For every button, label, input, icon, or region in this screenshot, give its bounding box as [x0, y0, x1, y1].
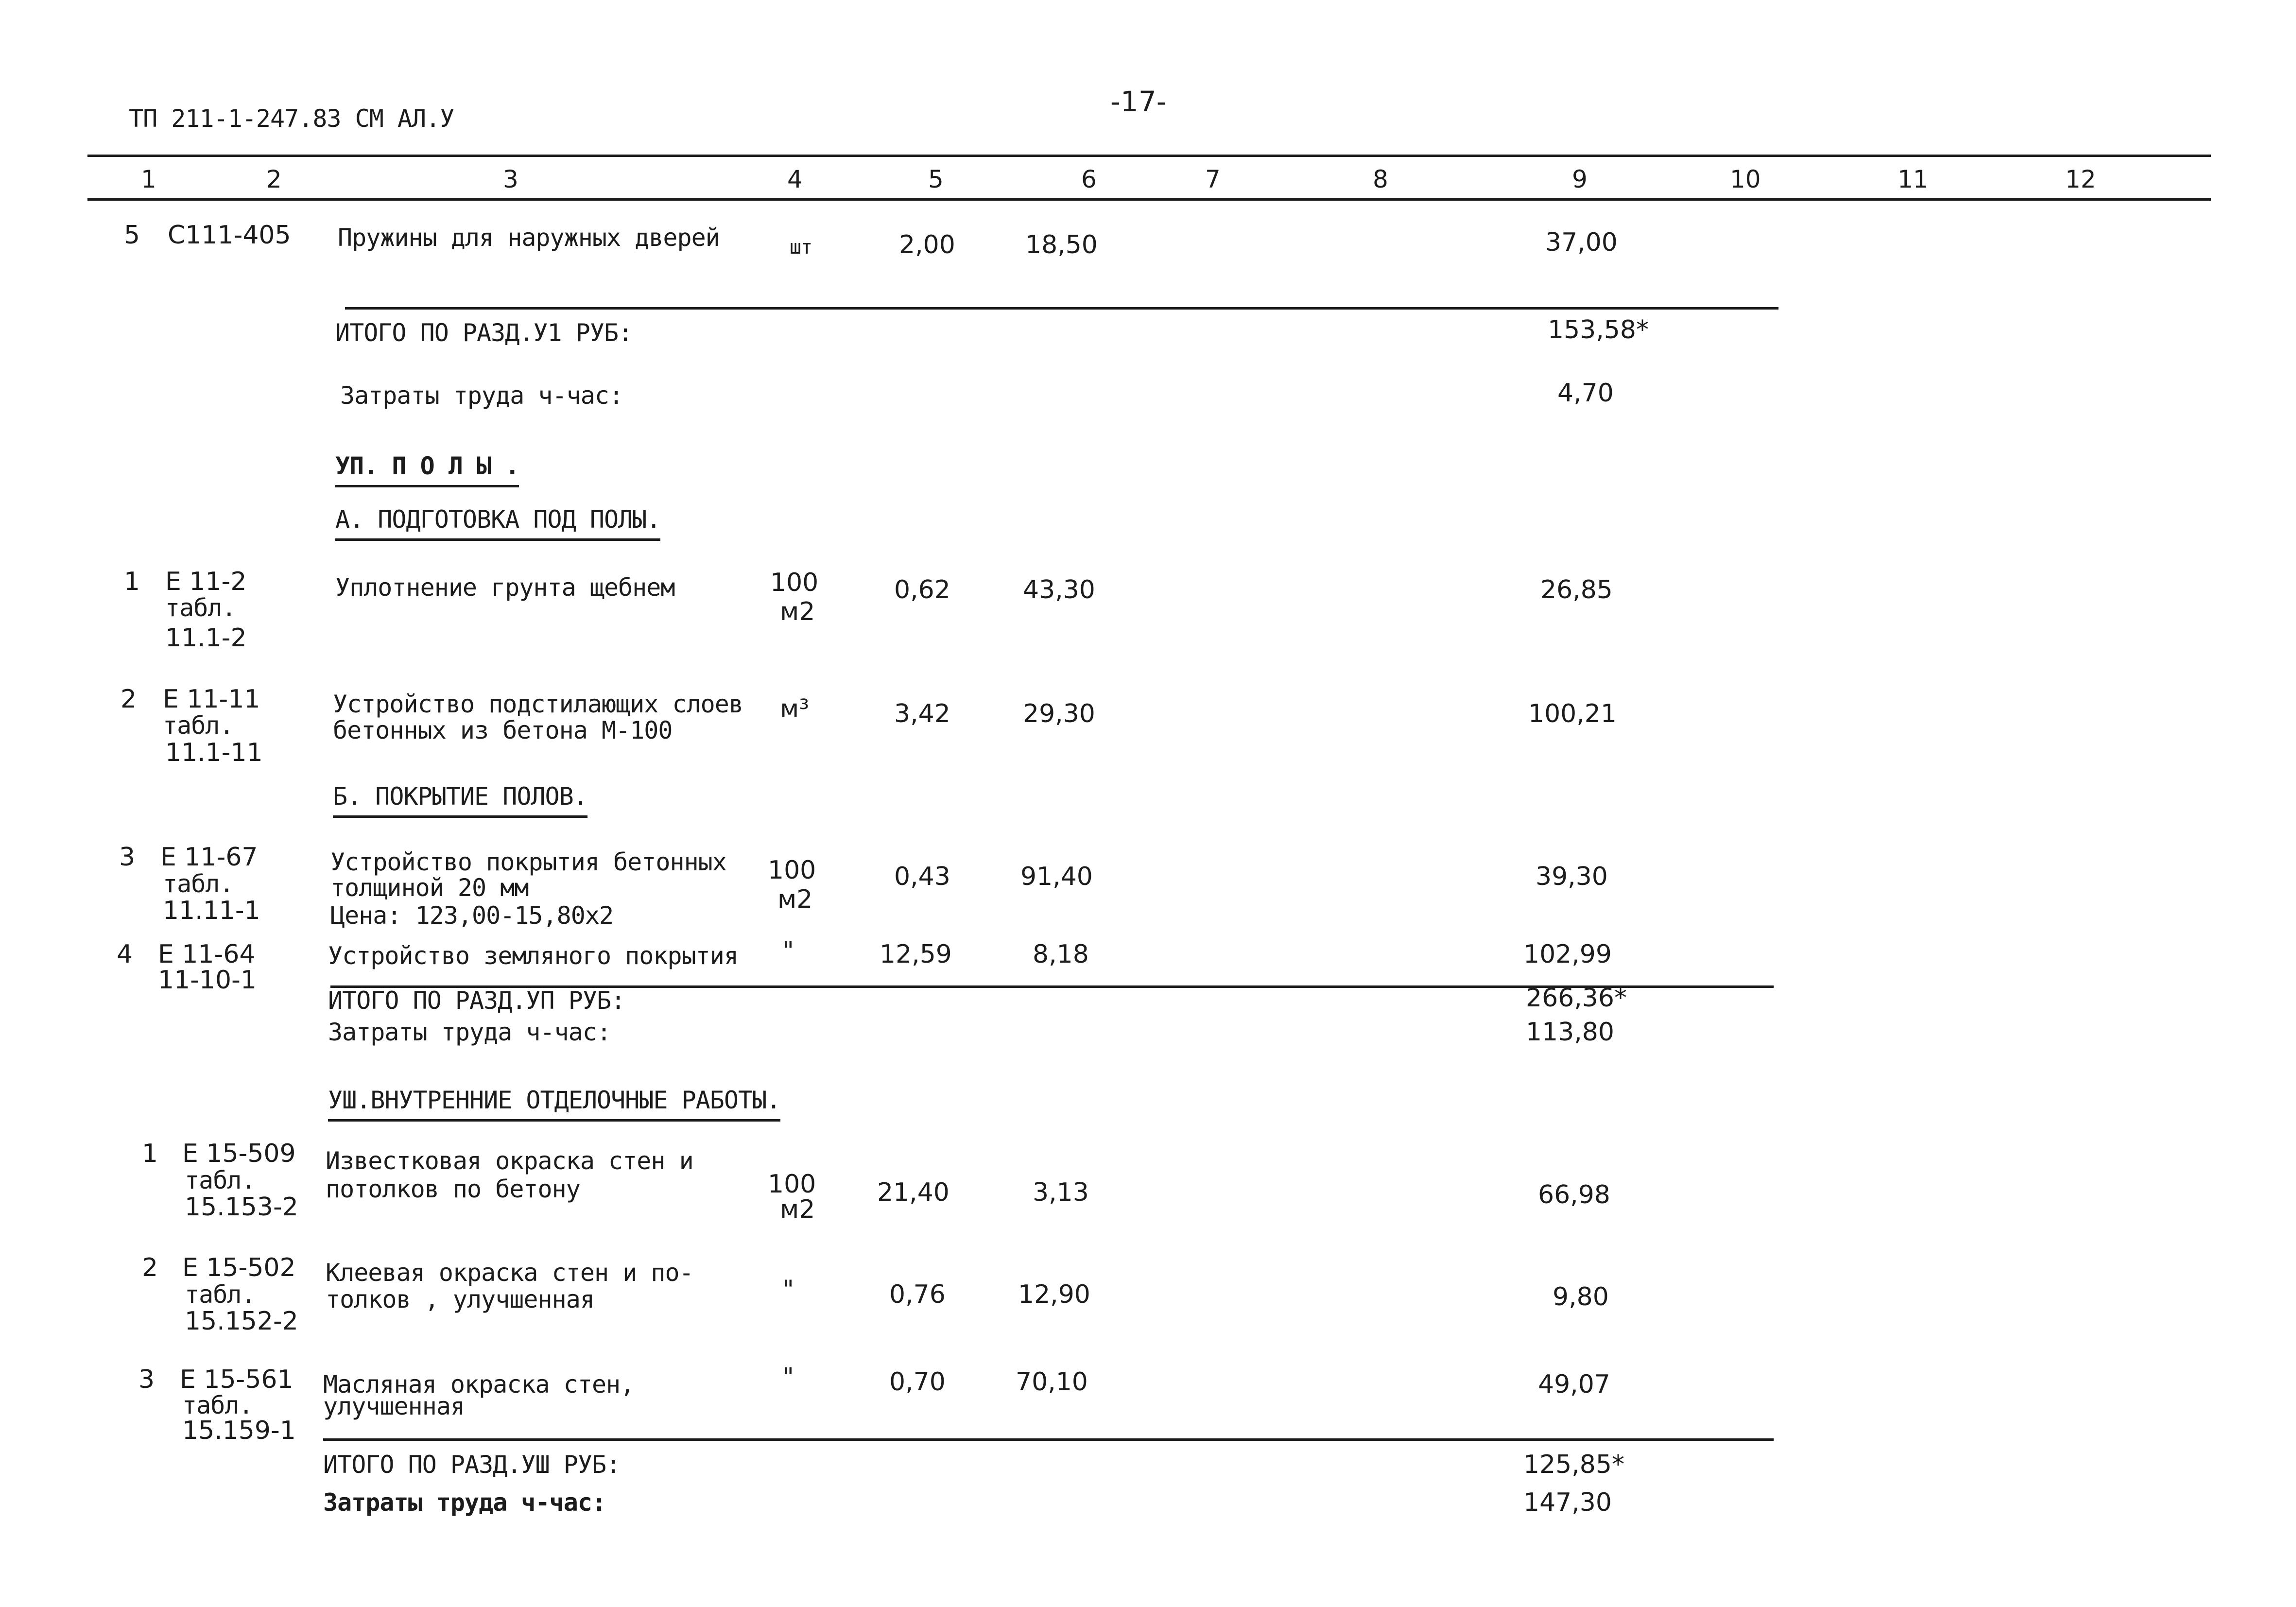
row-number: 3: [119, 843, 136, 872]
price-code: Е 15-509: [182, 1139, 296, 1168]
price-code-ref: 15.152-2: [185, 1307, 298, 1336]
work-name: Пружины для наружных дверей: [338, 224, 720, 252]
labor-value: 4,70: [1557, 379, 1614, 408]
work-name: Известковая окраска стен и: [326, 1147, 693, 1175]
price-code-table: табл.: [185, 1280, 256, 1309]
unit-price: 18,50: [1025, 230, 1098, 259]
labor-value: 113,80: [1526, 1018, 1614, 1047]
price-code: С111-405: [168, 221, 291, 250]
unit: 100: [770, 568, 819, 597]
total-cost: 37,00: [1545, 228, 1618, 257]
work-name: Устройство покрытия бетонных: [330, 848, 726, 876]
price-code-table: табл.: [163, 870, 234, 898]
quantity: 0,76: [889, 1280, 946, 1309]
work-name: Устройство земляного покрытия: [328, 942, 738, 970]
unit: ": [782, 1275, 794, 1304]
quantity: 2,00: [899, 230, 955, 259]
price-code-table: табл.: [185, 1166, 256, 1194]
unit: ": [782, 1363, 794, 1392]
column-number: 8: [1373, 165, 1388, 193]
price-code: Е 11-11: [163, 685, 260, 714]
quantity: 3,42: [894, 699, 950, 728]
unit: 100: [768, 856, 816, 885]
row-number: 4: [117, 940, 133, 969]
quantity: 0,70: [889, 1367, 946, 1397]
price-code-ref: 11.1-2: [165, 623, 247, 653]
work-name: Масляная окраска стен,: [323, 1370, 635, 1399]
unit: ": [782, 936, 794, 966]
page-number: -17-: [1110, 85, 1167, 118]
total-cost: 26,85: [1540, 575, 1613, 605]
row-number: 2: [142, 1253, 158, 1282]
unit-price: 8,18: [1033, 940, 1089, 969]
column-number: 7: [1205, 165, 1221, 193]
subsection-title: Б. ПОКРЫТИЕ ПОЛОВ.: [333, 782, 587, 818]
price-code-table: табл.: [163, 711, 234, 740]
subtotal-rule: [345, 307, 1778, 310]
price-code-ref: 15.159-1: [182, 1416, 296, 1445]
column-number: 3: [503, 165, 518, 193]
row-number: 1: [124, 567, 140, 596]
price-code-table: табл.: [165, 594, 236, 622]
row-number: 5: [124, 221, 140, 250]
labor-value: 147,30: [1523, 1488, 1612, 1517]
price-code: Е 15-502: [182, 1253, 296, 1282]
unit-price: 91,40: [1020, 862, 1093, 891]
unit-price: 70,10: [1016, 1367, 1088, 1397]
total-cost: 66,98: [1538, 1180, 1610, 1210]
price-code-ref: 11.1-11: [165, 738, 263, 767]
price-code-ref: 11.11-1: [163, 896, 260, 925]
total-cost: 39,30: [1536, 862, 1608, 891]
work-name: Уплотнение грунта щебнем: [335, 573, 675, 602]
section-title: УШ.ВНУТРЕННИЕ ОТДЕЛОЧНЫЕ РАБОТЫ.: [328, 1086, 780, 1122]
quantity: 0,62: [894, 575, 950, 605]
column-number: 5: [928, 165, 944, 193]
work-name: бетонных из бетона М-100: [333, 716, 673, 744]
unit: м³: [780, 694, 810, 724]
unit-price: 29,30: [1023, 699, 1095, 728]
work-name: толков , улучшенная: [326, 1285, 594, 1313]
price-code: Е 11-2: [165, 567, 247, 596]
price-code-ref: 15.153-2: [185, 1192, 298, 1222]
labor-label: Затраты труда ч-час:: [340, 381, 623, 410]
subtotal-value: 266,36*: [1526, 984, 1627, 1013]
unit-price: 3,13: [1033, 1178, 1089, 1207]
row-number: 1: [142, 1139, 158, 1168]
price-code: Е 11-67: [160, 843, 258, 872]
work-name: толщиной 20 мм: [330, 874, 529, 902]
quantity: 21,40: [877, 1178, 949, 1207]
quantity: 12,59: [880, 940, 952, 969]
total-cost: 100,21: [1528, 699, 1617, 728]
column-number: 1: [141, 165, 156, 193]
unit: 100: [768, 1170, 816, 1199]
unit-price: 43,30: [1023, 575, 1095, 605]
subtotal-value: 153,58*: [1548, 315, 1649, 345]
column-number: 9: [1572, 165, 1588, 193]
subtotal-label: ИТОГО ПО РАЗД.УП РУБ:: [328, 986, 625, 1015]
work-name: Клеевая окраска стен и по-: [326, 1259, 693, 1287]
unit: м2: [780, 1195, 815, 1224]
unit: м2: [777, 885, 813, 914]
column-number: 6: [1081, 165, 1097, 193]
row-number: 3: [138, 1365, 155, 1394]
total-cost: 49,07: [1538, 1370, 1610, 1399]
header-top-rule: [87, 155, 2211, 157]
labor-label: Затраты труда ч-час:: [323, 1488, 606, 1517]
labor-label: Затраты труда ч-час:: [328, 1018, 611, 1046]
subtotal-label: ИТОГО ПО РАЗД.У1 РУБ:: [335, 319, 633, 347]
total-cost: 9,80: [1553, 1282, 1609, 1312]
subtotal-rule: [323, 1438, 1774, 1441]
price-code: Е 11-64: [158, 940, 256, 969]
subtotal-label: ИТОГО ПО РАЗД.УШ РУБ:: [323, 1451, 621, 1479]
row-number: 2: [121, 685, 137, 714]
unit: м2: [780, 597, 815, 626]
quantity: 0,43: [894, 862, 950, 891]
price-code: Е 15-561: [180, 1365, 293, 1394]
column-number: 4: [787, 165, 803, 193]
subsection-title: А. ПОДГОТОВКА ПОД ПОЛЫ.: [335, 505, 660, 541]
unit: шт: [790, 236, 812, 259]
price-code-ref: 11-10-1: [158, 966, 257, 995]
document-id: ТП 211-1-247.83 СМ АЛ.У: [129, 104, 454, 133]
price-code-table: табл.: [182, 1391, 253, 1419]
work-name: улучшенная: [323, 1392, 465, 1420]
price-formula: Цена: 123,00-15,80х2: [330, 901, 614, 930]
column-number: 10: [1730, 165, 1761, 193]
header-bottom-rule: [87, 198, 2211, 201]
unit-price: 12,90: [1018, 1280, 1090, 1309]
work-name: потолков по бетону: [326, 1175, 580, 1203]
section-title: УП. П О Л Ы .: [335, 452, 519, 487]
column-number: 2: [266, 165, 282, 193]
column-number: 11: [1898, 165, 1929, 193]
subtotal-value: 125,85*: [1523, 1450, 1624, 1479]
work-name: Устройство подстилающих слоев: [333, 690, 743, 718]
column-number: 12: [2065, 165, 2096, 193]
total-cost: 102,99: [1523, 940, 1612, 969]
